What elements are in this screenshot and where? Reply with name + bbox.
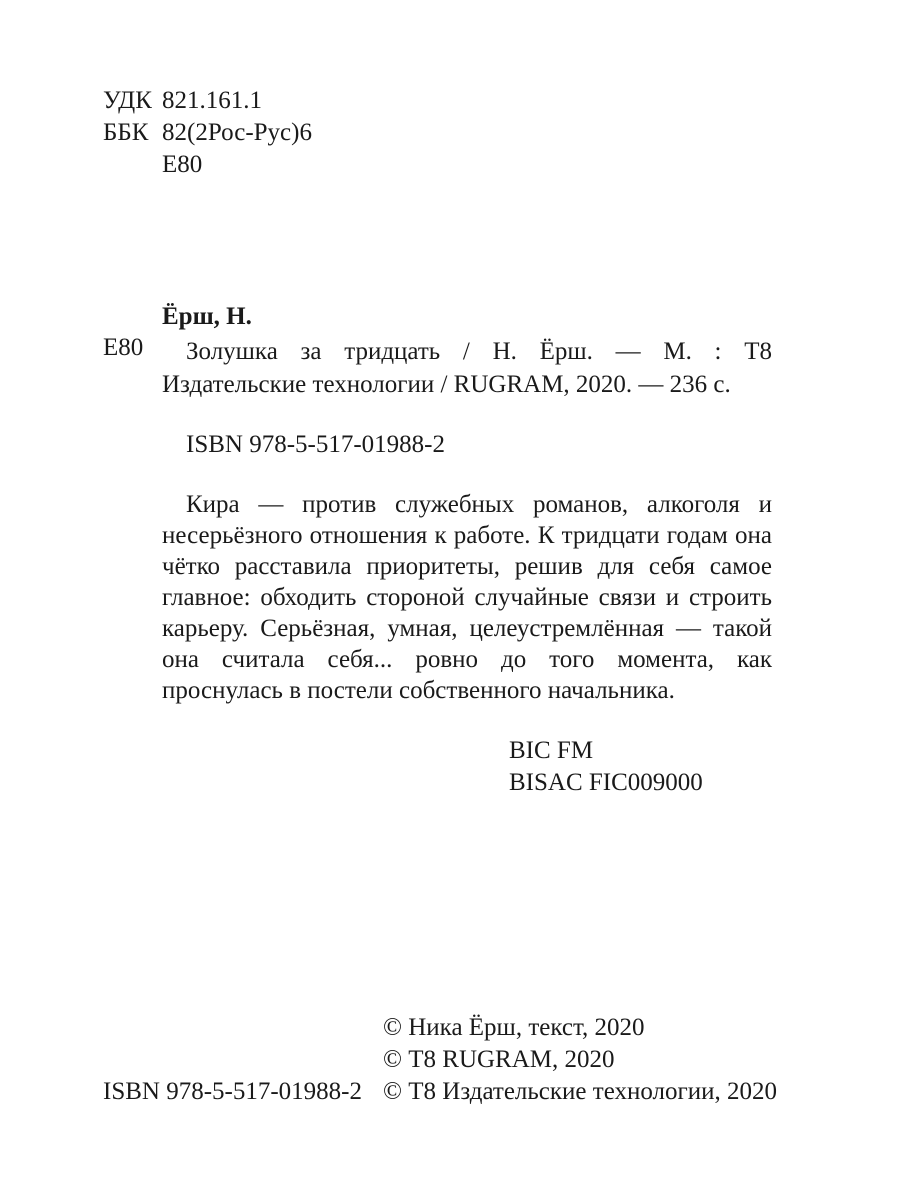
author-sign-code: Е80 [162,151,203,178]
bbk-label: ББК [103,119,149,146]
bic-code: BIC FM [509,737,594,764]
bisac-code: BISAC FIC009000 [509,769,703,796]
isbn: ISBN 978-5-517-01988-2 [186,431,446,458]
udk-code: 821.161.1 [162,87,262,114]
copyright-rugram: © Т8 RUGRAM, 2020 [383,1046,615,1073]
author-heading: Ёрш, Н. [162,303,252,330]
bbk-code: 82(2Рос-Рус)6 [162,119,312,146]
bibliographic-description: Золушка за тридцать / Н. Ёрш. — М. : Т8 Издательские технологии / RUGRAM, 2020. — 236 с. [162,338,772,398]
author-mark: Е80 [103,334,144,361]
udk-label: УДК [103,87,152,114]
copyright-text: © Ника Ёрш, текст, 2020 [383,1014,645,1041]
copyright-t8: © Т8 Издательские технологии, 2020 [383,1078,778,1105]
footer-isbn: ISBN 978-5-517-01988-2 [103,1078,363,1105]
annotation: Кира — против служебных романов, алкоголя и несерьёзного отношения к работе. К тридцати годам она чётко расставила приоритеты, решив для себя самое главное: обходить стороной случайные связи и строить карьеру. Серьёзная, умная, целеустремлённая — такой она считала себя... ровно до того момента, как проснулась в постели собственного начальника. [162,491,772,704]
